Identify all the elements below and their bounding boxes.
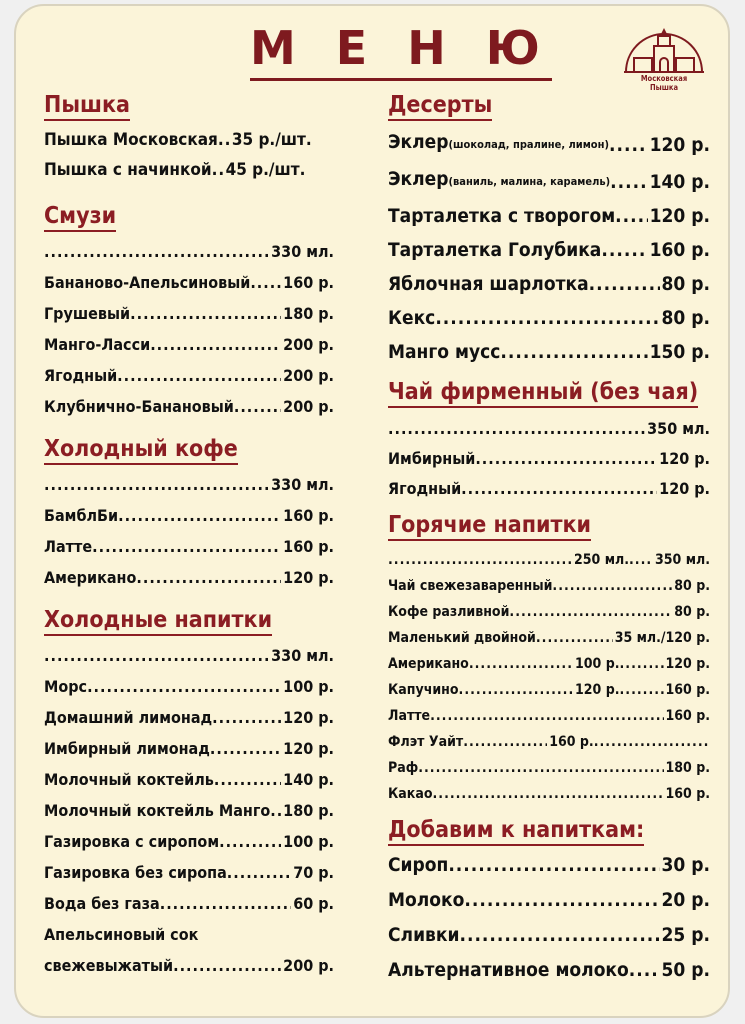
item-price-small: 120 р.	[575, 682, 620, 698]
menu-item	[388, 162, 710, 199]
menu-item	[388, 625, 710, 651]
volume-row	[44, 640, 334, 671]
item-name: Американо	[388, 656, 469, 672]
item-name: Молочный коктейль Манго	[44, 801, 271, 820]
item-name: Имбирный лимонад	[44, 739, 210, 758]
menu-item	[388, 918, 710, 953]
item-price: 80 р.	[661, 307, 710, 329]
volume-small: 250 мл.	[574, 552, 630, 568]
section-pyshka	[44, 92, 334, 185]
item-price: 120 р.	[649, 205, 710, 227]
item-name: Бананово-Апельсиновый	[44, 273, 251, 292]
menu-item	[388, 267, 710, 301]
menu-item	[388, 781, 710, 807]
item-name: Домашний лимонад	[44, 708, 213, 727]
leader-dots	[92, 531, 281, 562]
item-name: Морс	[44, 677, 88, 696]
item-name: Имбирный	[388, 449, 476, 468]
menu-item	[44, 888, 334, 919]
item-price: 25 р.	[661, 924, 710, 946]
leader-dots	[433, 781, 664, 807]
item-price: 160 р.	[665, 786, 710, 802]
item-price: 160 р.	[283, 506, 334, 525]
item-price: 35 мл./120 р.	[614, 630, 710, 646]
leader-dots	[629, 953, 660, 988]
item-price: 140 р.	[283, 770, 334, 789]
leader-dots	[173, 950, 281, 981]
item-name: Вода без газа	[44, 894, 160, 913]
item-name: Тарталетка с творогом	[388, 205, 616, 227]
item-price: 80 р.	[674, 604, 710, 620]
section-heading: Холодный кофе	[44, 436, 238, 465]
item-price: 200 р.	[283, 956, 334, 975]
menu-item	[44, 329, 334, 360]
item-name: Кофе разливной	[388, 604, 510, 620]
item-title: Эклер	[388, 131, 449, 153]
item-name: Манго мусс	[388, 341, 501, 363]
menu-item	[388, 883, 710, 918]
leader-dots	[227, 857, 291, 888]
leader-dots	[234, 391, 281, 422]
leader-dots	[44, 236, 269, 267]
section-cold-drinks	[44, 607, 334, 981]
item-price: 20 р.	[661, 889, 710, 911]
leader-dots	[459, 918, 659, 953]
item-price-large: 160 р.	[665, 682, 710, 698]
leader-dots	[469, 651, 573, 677]
item-name: Клубнично-Банановый	[44, 397, 234, 416]
menu-item	[388, 677, 710, 703]
leader-dots	[589, 267, 660, 301]
item-name: Ягодный	[44, 366, 118, 385]
menu-item	[388, 599, 710, 625]
item-price: 50 р.	[661, 959, 710, 981]
leader-dots	[448, 848, 659, 883]
leader-dots	[509, 599, 672, 625]
leader-dots	[594, 729, 710, 755]
leader-dots	[214, 764, 281, 795]
item-name: Флэт Уайт	[388, 734, 464, 750]
leader-dots	[250, 267, 281, 298]
menu-item	[388, 651, 710, 677]
leader-dots	[459, 677, 573, 703]
item-name: свежевыжатый	[44, 956, 174, 975]
leader-dots	[44, 469, 269, 500]
item-price: 160 р.	[283, 273, 334, 292]
menu-item	[388, 335, 710, 369]
item-price-large: 120 р.	[665, 656, 710, 672]
section-heading: Смузи	[44, 203, 116, 232]
section-smoothie	[44, 203, 334, 422]
leader-dots	[609, 128, 648, 162]
menu-item	[388, 729, 710, 755]
volume: 330 мл.	[271, 646, 334, 665]
leader-dots	[552, 573, 672, 599]
item-price: 160 р.	[649, 239, 710, 261]
item-title: Эклер	[388, 168, 449, 190]
item-name: Американо	[44, 568, 137, 587]
item-price: 200 р.	[283, 366, 334, 385]
menu-item	[44, 733, 334, 764]
menu-item	[44, 298, 334, 329]
leader-dots	[610, 165, 648, 199]
item-name: Газировка с сиропом	[44, 832, 220, 851]
item-name: Газировка без сиропа	[44, 863, 227, 882]
leader-dots	[150, 329, 281, 360]
section-heading: Холодные напитки	[44, 607, 272, 636]
leader-dots	[615, 199, 647, 233]
leader-dots	[270, 795, 281, 826]
item-name: Ягодный	[388, 479, 462, 498]
volume-row	[44, 236, 334, 267]
item-price: 35 р./шт.	[231, 130, 312, 150]
menu-item	[388, 301, 710, 335]
leader-dots	[218, 125, 230, 155]
item-price: 200 р.	[283, 335, 334, 354]
menu-item	[44, 764, 334, 795]
leader-dots	[620, 651, 664, 677]
leader-dots	[87, 671, 281, 702]
leader-dots	[601, 233, 647, 267]
item-price: 120 р.	[283, 739, 334, 758]
leader-dots	[475, 444, 657, 474]
leader-dots	[160, 888, 291, 919]
item-name	[388, 125, 609, 162]
section-cold-coffee	[44, 436, 334, 593]
menu-item	[388, 755, 710, 781]
menu-item	[388, 953, 710, 988]
menu-item	[44, 391, 334, 422]
item-price: 120 р.	[659, 449, 710, 468]
menu-item	[388, 125, 710, 162]
juice-name-line: Апельсиновый сок	[44, 925, 199, 944]
leader-dots	[130, 298, 281, 329]
leader-dots	[430, 703, 663, 729]
menu-item	[388, 233, 710, 267]
volume-row	[44, 469, 334, 500]
logo-line-1: Московская	[640, 74, 688, 83]
section-addons	[388, 817, 710, 988]
leader-dots	[210, 733, 281, 764]
item-name: Раф	[388, 760, 419, 776]
item-name: Манго-Ласси	[44, 335, 151, 354]
kremlin-tower-icon	[620, 22, 708, 76]
item-name: Сироп	[388, 854, 449, 876]
logo-line-2: Пышка	[649, 83, 679, 92]
item-price: 150 р.	[649, 341, 710, 363]
leader-dots	[136, 562, 281, 593]
section-heading: Добавим к напиткам:	[388, 817, 644, 846]
leader-dots	[212, 155, 224, 185]
menu-item	[44, 795, 334, 826]
item-price: 120 р.	[659, 479, 710, 498]
menu-title: М Е Н Ю	[250, 20, 552, 81]
item-price: 80 р.	[674, 578, 710, 594]
item-note: (ваниль, малина, карамель)	[448, 175, 611, 188]
item-price: 70 р.	[293, 863, 334, 882]
item-name: Молоко	[388, 889, 465, 911]
item-price: 80 р.	[661, 273, 710, 295]
item-name: Маленький двойной	[388, 630, 536, 646]
item-name: Пышка с начинкой	[44, 160, 212, 180]
item-name: Чай свежезаваренный	[388, 578, 553, 594]
item-name: Грушевый	[44, 304, 131, 323]
item-price: 60 р.	[293, 894, 334, 913]
item-name: Латте	[44, 537, 93, 556]
section-heading: Горячие напитки	[388, 512, 591, 541]
leader-dots	[212, 702, 281, 733]
section-desserts	[388, 92, 710, 369]
item-name: Тарталетка Голубика	[388, 239, 602, 261]
left-column	[44, 92, 334, 981]
item-note: (шоколад, пралине, лимон)	[448, 138, 609, 151]
right-column	[388, 92, 710, 988]
leader-dots	[629, 547, 653, 573]
leader-dots	[536, 625, 613, 651]
item-price: 120 р.	[283, 708, 334, 727]
item-name	[388, 162, 610, 199]
section-heading: Десерты	[388, 92, 492, 121]
volume-row	[388, 547, 710, 573]
menu-item	[388, 199, 710, 233]
volume: 330 мл.	[271, 242, 334, 261]
item-price: 180 р.	[283, 801, 334, 820]
item-price: 180 р.	[665, 760, 710, 776]
logo-text	[620, 74, 708, 92]
item-name: Альтернативное молоко	[388, 959, 629, 981]
item-price: 200 р.	[283, 397, 334, 416]
item-name: Какао	[388, 786, 433, 802]
menu-item	[44, 702, 334, 733]
item-price: 120 р.	[283, 568, 334, 587]
menu-item	[388, 848, 710, 883]
volume: 350 мл.	[647, 419, 710, 438]
menu-item	[44, 857, 334, 888]
item-price: 140 р.	[649, 171, 710, 193]
menu-item	[44, 125, 334, 155]
item-name: Кекс	[388, 307, 436, 329]
leader-dots	[620, 677, 664, 703]
menu-item	[44, 500, 334, 531]
leader-dots	[388, 547, 572, 573]
menu-item	[44, 671, 334, 702]
item-name: Капучино	[388, 682, 459, 698]
leader-dots	[117, 360, 281, 391]
menu-item	[44, 826, 334, 857]
volume-large: 350 мл.	[655, 552, 710, 568]
leader-dots	[461, 474, 657, 504]
item-price: 180 р.	[283, 304, 334, 323]
leader-dots	[463, 729, 547, 755]
item-price-small: 100 р.	[575, 656, 620, 672]
leader-dots	[388, 414, 645, 444]
logo	[620, 22, 708, 94]
item-price: 30 р.	[661, 854, 710, 876]
menu-item	[388, 703, 710, 729]
item-price: 100 р.	[283, 677, 334, 696]
leader-dots	[418, 755, 663, 781]
menu-item	[44, 155, 334, 185]
leader-dots	[219, 826, 281, 857]
menu-item	[44, 267, 334, 298]
leader-dots	[44, 640, 269, 671]
item-name: Молочный коктейль	[44, 770, 214, 789]
item-name: Сливки	[388, 924, 460, 946]
menu-item	[44, 950, 334, 981]
volume: 330 мл.	[271, 475, 334, 494]
menu-item	[388, 474, 710, 504]
menu-item	[388, 573, 710, 599]
item-name: Яблочная шарлотка	[388, 273, 589, 295]
item-name: Латте	[388, 708, 431, 724]
leader-dots	[464, 883, 659, 918]
menu-item	[44, 531, 334, 562]
menu-item	[44, 360, 334, 391]
menu-item	[44, 562, 334, 593]
item-price: 120 р.	[649, 134, 710, 156]
menu-item	[388, 444, 710, 474]
section-heading: Чай фирменный (без чая)	[388, 379, 698, 408]
section-heading: Пышка	[44, 92, 130, 121]
leader-dots	[118, 500, 281, 531]
item-price: 160 р.	[549, 734, 594, 750]
section-tea	[388, 379, 710, 504]
item-name: Пышка Московская	[44, 130, 218, 150]
leader-dots	[435, 301, 659, 335]
leader-dots	[500, 335, 647, 369]
section-hot-drinks	[388, 512, 710, 807]
item-name: БамблБи	[44, 506, 119, 525]
item-price: 45 р./шт.	[225, 160, 306, 180]
item-price: 100 р.	[283, 832, 334, 851]
item-price: 160 р.	[665, 708, 710, 724]
volume-row	[388, 414, 710, 444]
item-price: 160 р.	[283, 537, 334, 556]
